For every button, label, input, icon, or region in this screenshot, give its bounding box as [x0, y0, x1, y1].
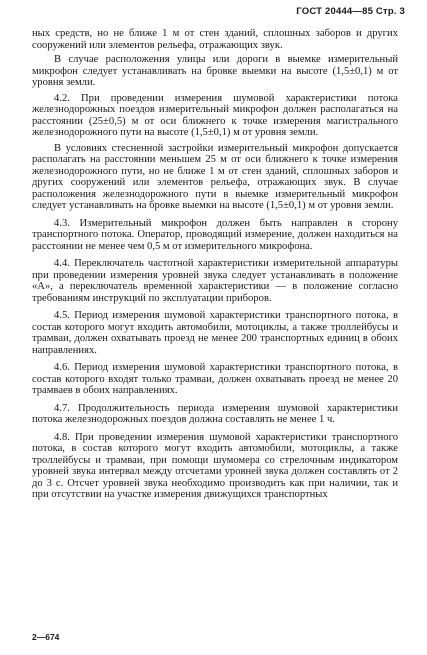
paragraph-4-4: 4.4. Переключатель частотной характеристики измерительной аппаратуры при проведении измерения уровней звука следует устанавливать в положение «A», а переключатель временной характеристики — в положение согласно требованиям инструкций по эксплуатации приборов. [32, 258, 398, 304]
paragraph-4-5: 4.5. Период измерения шумовой характеристики транспортного потока, в состав которого могут входить автомобили, мотоциклы, а также троллейбусы и трамваи, должен охватывать проезд не менее 200 транспортных единиц в обоих направлениях. [32, 310, 398, 356]
page-footer-signature: 2—674 [32, 632, 60, 642]
paragraph-road-cutting: В случае расположения улицы или дороги в выемке измерительный микрофон следует устанавливать на бровке выемки на высоте (1,5±0,1) м от уровня земли. [32, 54, 398, 88]
paragraph-4-3: 4.3. Измерительный микрофон должен быть направлен в сторону транспортного потока. Оператор, проводящий измерение, должен находиться на расстоянии не менее чем 0,5 м от измерительного микрофона. [32, 217, 398, 252]
paragraph-continuation: ных средств, но не ближе 1 м от стен зданий, сплошных заборов и других сооружений или элементов рельефа, отражающих звук. [32, 28, 398, 51]
paragraph-4-2: 4.2. При проведении измерения шумовой характеристики потока железнодорожных поездов измерительный микрофон должен располагаться на расстоянии (25±0,5) м от оси ближнего к точке измерения магистрального железнодорожного пути на высоте (1,5±0,1) м от уровня земли. [32, 92, 398, 138]
paragraph-dense-buildings: В условиях стесненной застройки измерительный микрофон допускается располагать на расстоянии меньшем 25 м от оси ближнего к точке измерения железнодорожного пути, но не ближе 1 м от стен зданий, сплошных заборов и других сооружений или элементов рельефа, отражающих звук. В случае расположения железнодорожного пути в выемке измерительный микрофон следует устанавливать на бровке выемки на высоте (1,5±0,1) м от уровня земли. [32, 142, 398, 211]
paragraph-4-8: 4.8. При проведении измерения шумовой характеристики транспортного потока, в состав которого могут входить автомобили, мотоциклы, а также троллейбусы и трамваи, при помощи шумомера со стрелочным индикатором уровней звука интервал между отсчетами уровней звука должен составлять от 2 до 3 с. Отсчет уровней звука необходимо производить как при наличии, так и при отсутствии на участке измерения движущихся транспортных [32, 431, 398, 500]
page-header: ГОСТ 20444—85 Стр. 3 [296, 6, 405, 17]
document-body [32, 28, 398, 505]
paragraph-4-6: 4.6. Период измерения шумовой характеристики транспортного потока, в состав которого входят только трамваи, должен охватывать проезд не менее 20 трамваев в обоих направлениях. [32, 362, 398, 396]
paragraph-4-7: 4.7. Продолжительность периода измерения шумовой характеристики потока железнодорожных поездов должна составлять не менее 1 ч. [32, 402, 398, 425]
